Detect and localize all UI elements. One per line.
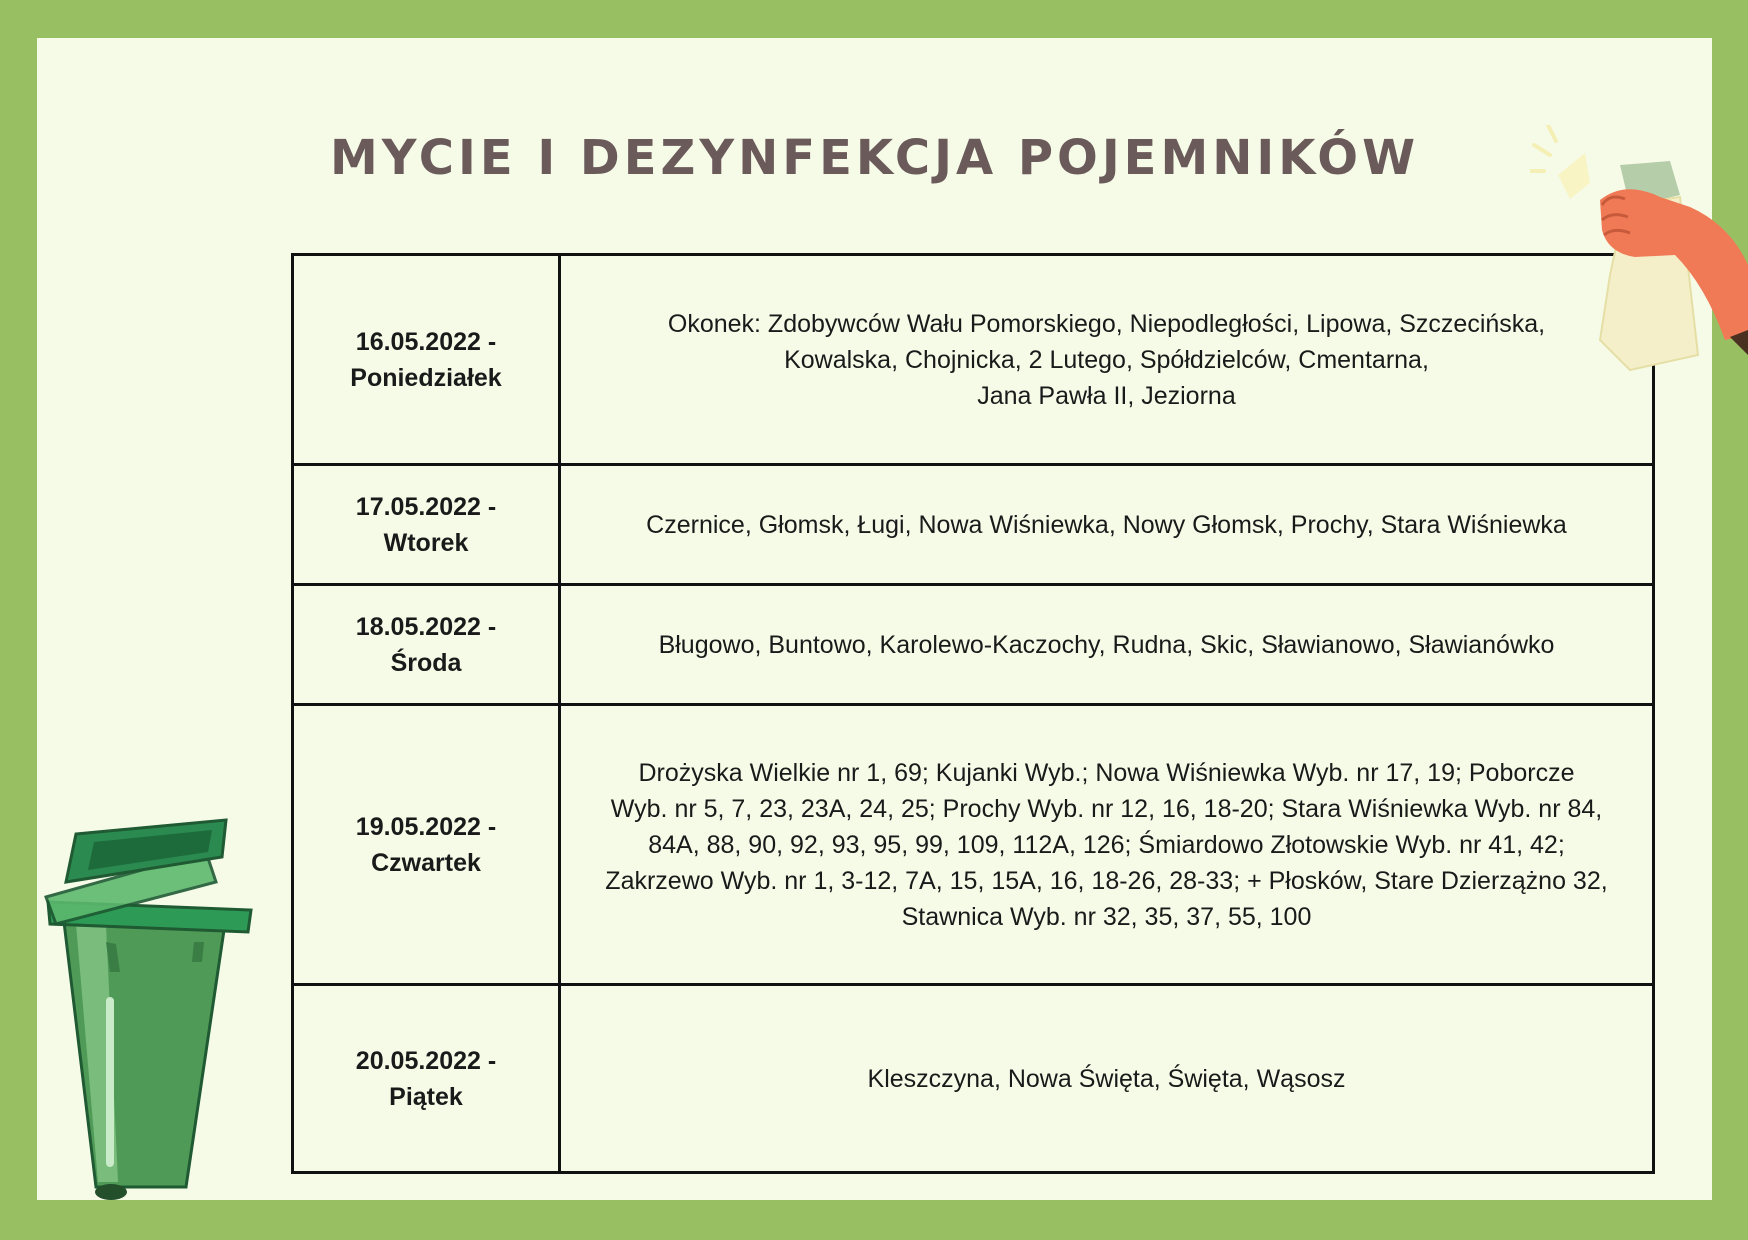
date-cell — [293, 255, 560, 465]
date-text: 17.05.2022 - — [355, 492, 497, 521]
date-cell — [293, 705, 560, 985]
date-text: 19.05.2022 - — [355, 812, 497, 841]
areas-cell — [560, 585, 1654, 705]
areas-line: Czernice, Głomsk, Ługi, Nowa Wiśniewka, Nowy Głomsk, Prochy, Stara Wiśniewka — [646, 510, 1567, 539]
spray-bottle-hand-icon — [1530, 125, 1748, 385]
date-cell — [293, 465, 560, 585]
waste-bin-icon — [36, 812, 256, 1206]
areas-line: Wyb. nr 5, 7, 23, 23A, 24, 25; Prochy Wyb. nr 12, 16, 18-20; Stara Wiśniewka Wyb. nr 84, — [610, 794, 1603, 823]
areas-line: Jana Pawła II, Jeziorna — [977, 381, 1236, 410]
date-cell — [293, 985, 560, 1173]
date-text: 18.05.2022 - — [355, 612, 497, 641]
table-row — [293, 585, 1654, 705]
areas-line: Kowalska, Chojnicka, 2 Lutego, Spółdzielców, Cmentarna, — [784, 345, 1429, 374]
schedule-table — [291, 253, 1655, 1174]
date-text: 16.05.2022 - — [355, 327, 497, 356]
table-row — [293, 465, 1654, 585]
day-text: Poniedziałek — [350, 363, 502, 392]
date-text: 20.05.2022 - — [355, 1046, 497, 1075]
areas-line: 84A, 88, 90, 92, 93, 95, 99, 109, 112A, 126; Śmiardowo Złotowskie Wyb. nr 41, 42; — [648, 830, 1565, 859]
day-text: Czwartek — [371, 848, 481, 877]
areas-cell — [560, 705, 1654, 985]
areas-cell — [560, 255, 1654, 465]
areas-line: Okonek: Zdobywców Wału Pomorskiego, Niepodległości, Lipowa, Szczecińska, — [667, 309, 1546, 338]
areas-line: Drożyska Wielkie nr 1, 69; Kujanki Wyb.; Nowa Wiśniewka Wyb. nr 17, 19; Poborcze — [638, 758, 1575, 787]
table-row — [293, 985, 1654, 1173]
page-title: MYCIE I DEZYNFEKCJA POJEMNIKÓW — [329, 130, 1420, 186]
areas-cell — [560, 985, 1654, 1173]
day-text: Wtorek — [383, 528, 469, 557]
day-text: Środa — [390, 648, 462, 677]
areas-line: Zakrzewo Wyb. nr 1, 3-12, 7A, 15, 15A, 16, 18-26, 28-33; + Płosków, Stare Dzierzążno 32, — [605, 866, 1608, 895]
areas-line: Stawnica Wyb. nr 32, 35, 37, 55, 100 — [901, 902, 1312, 931]
areas-line: Kleszczyna, Nowa Święta, Święta, Wąsosz — [867, 1064, 1346, 1093]
day-text: Piątek — [389, 1082, 463, 1111]
areas-line: Bługowo, Buntowo, Karolewo-Kaczochy, Rudna, Skic, Sławianowo, Sławianówko — [658, 630, 1555, 659]
table-row — [293, 255, 1654, 465]
poster — [37, 38, 1712, 1200]
table-row — [293, 705, 1654, 985]
date-cell — [293, 585, 560, 705]
areas-cell — [560, 465, 1654, 585]
